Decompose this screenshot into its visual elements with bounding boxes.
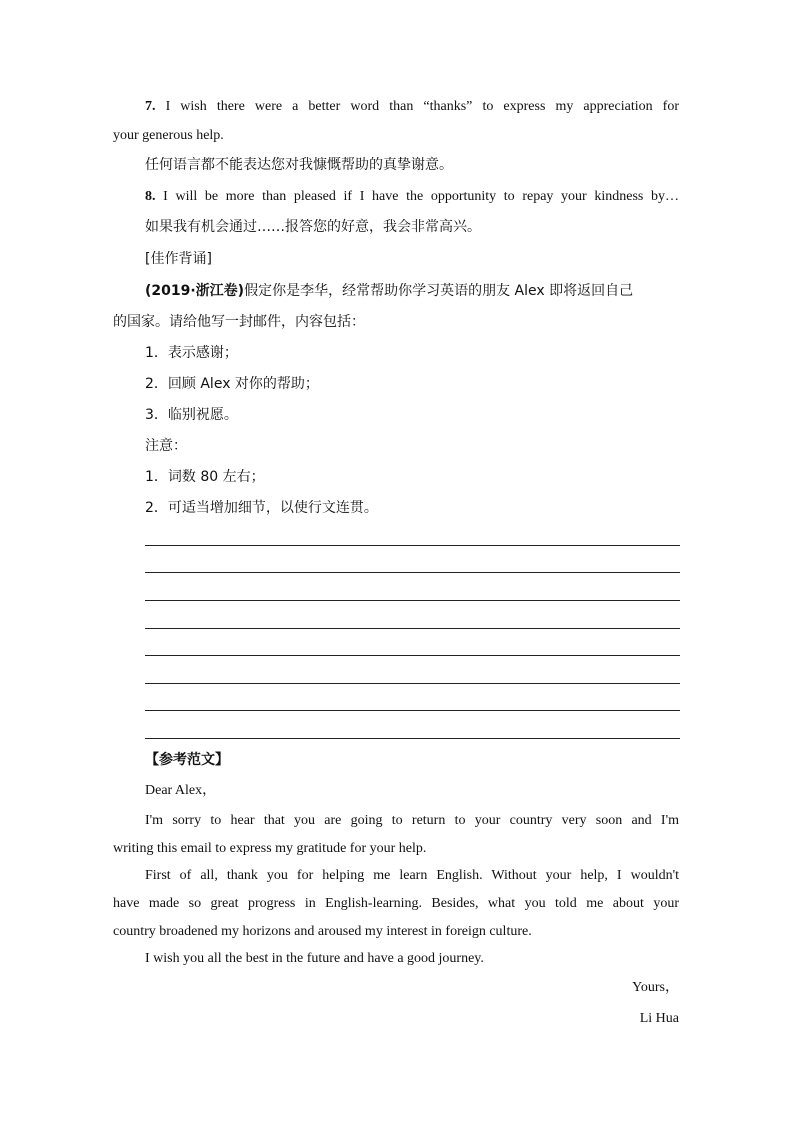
writing-line xyxy=(145,710,680,711)
item7-number: 7 xyxy=(145,99,152,114)
item7-separator: . xyxy=(152,99,156,114)
point-3: 3．临别祝愿。 xyxy=(145,407,238,423)
note-1: 1．词数 80 左右； xyxy=(145,469,265,485)
writing-line xyxy=(145,545,680,546)
item8-separator: . xyxy=(152,189,156,204)
point-1: 1．表示感谢； xyxy=(145,345,238,361)
writing-line xyxy=(145,738,680,739)
prompt-line1 xyxy=(145,282,633,300)
sample-p2-line3: country broadened my horizons and aroused my interest in foreign culture. xyxy=(113,924,532,939)
prompt-text1: 假定你是李华，经常帮助你学习英语的朋友 Alex 即将返回自己 xyxy=(244,283,634,299)
sample-p3: I wish you all the best in the future and have a good journey. xyxy=(145,951,484,966)
writing-line xyxy=(145,655,680,656)
prompt-source: (2019·浙江卷) xyxy=(145,283,245,299)
writing-line xyxy=(145,683,680,684)
item8-number: 8 xyxy=(145,189,152,204)
sample-heading: 【参考范文】 xyxy=(145,752,229,768)
sample-p1-line2: writing this email to express my gratitude for your help. xyxy=(113,841,427,856)
item7-line1 xyxy=(145,98,679,116)
item7-line2: your generous help. xyxy=(113,128,224,143)
section-heading: [佳作背诵] xyxy=(145,251,212,267)
writing-line xyxy=(145,572,680,573)
item8-sentence: I will be more than pleased if I have the opportunity to repay your kindness by… xyxy=(163,189,680,204)
note-label: 注意： xyxy=(145,438,187,454)
writing-line xyxy=(145,628,680,629)
sample-greeting: Dear Alex， xyxy=(145,783,217,798)
note-2: 2．可适当增加细节，以使行文连贯。 xyxy=(145,500,378,516)
sample-p1-line1: I'm sorry to hear that you are going to return to your country very soon and I'm xyxy=(145,813,679,828)
prompt-line2: 的国家。请给他写一封邮件，内容包括： xyxy=(113,314,365,330)
writing-line xyxy=(145,600,680,601)
sample-p2-line2: have made so great progress in English-learning. Besides, what you told me about your xyxy=(113,896,679,911)
item7-sentence-part1: I wish there were a better word than “thanks” to express my appreciation for xyxy=(165,99,679,114)
item8-line1 xyxy=(145,188,679,206)
item7-translation: 任何语言都不能表达您对我慷慨帮助的真挚谢意。 xyxy=(145,157,453,173)
sample-signature: Li Hua xyxy=(639,1011,679,1026)
point-2: 2．回顾 Alex 对你的帮助； xyxy=(145,376,319,392)
sample-closing: Yours， xyxy=(632,980,679,995)
item8-translation: 如果我有机会通过……报答您的好意，我会非常高兴。 xyxy=(145,219,481,235)
sample-p2-line1: First of all, thank you for helping me learn English. Without your help, I wouldn't xyxy=(145,868,679,883)
